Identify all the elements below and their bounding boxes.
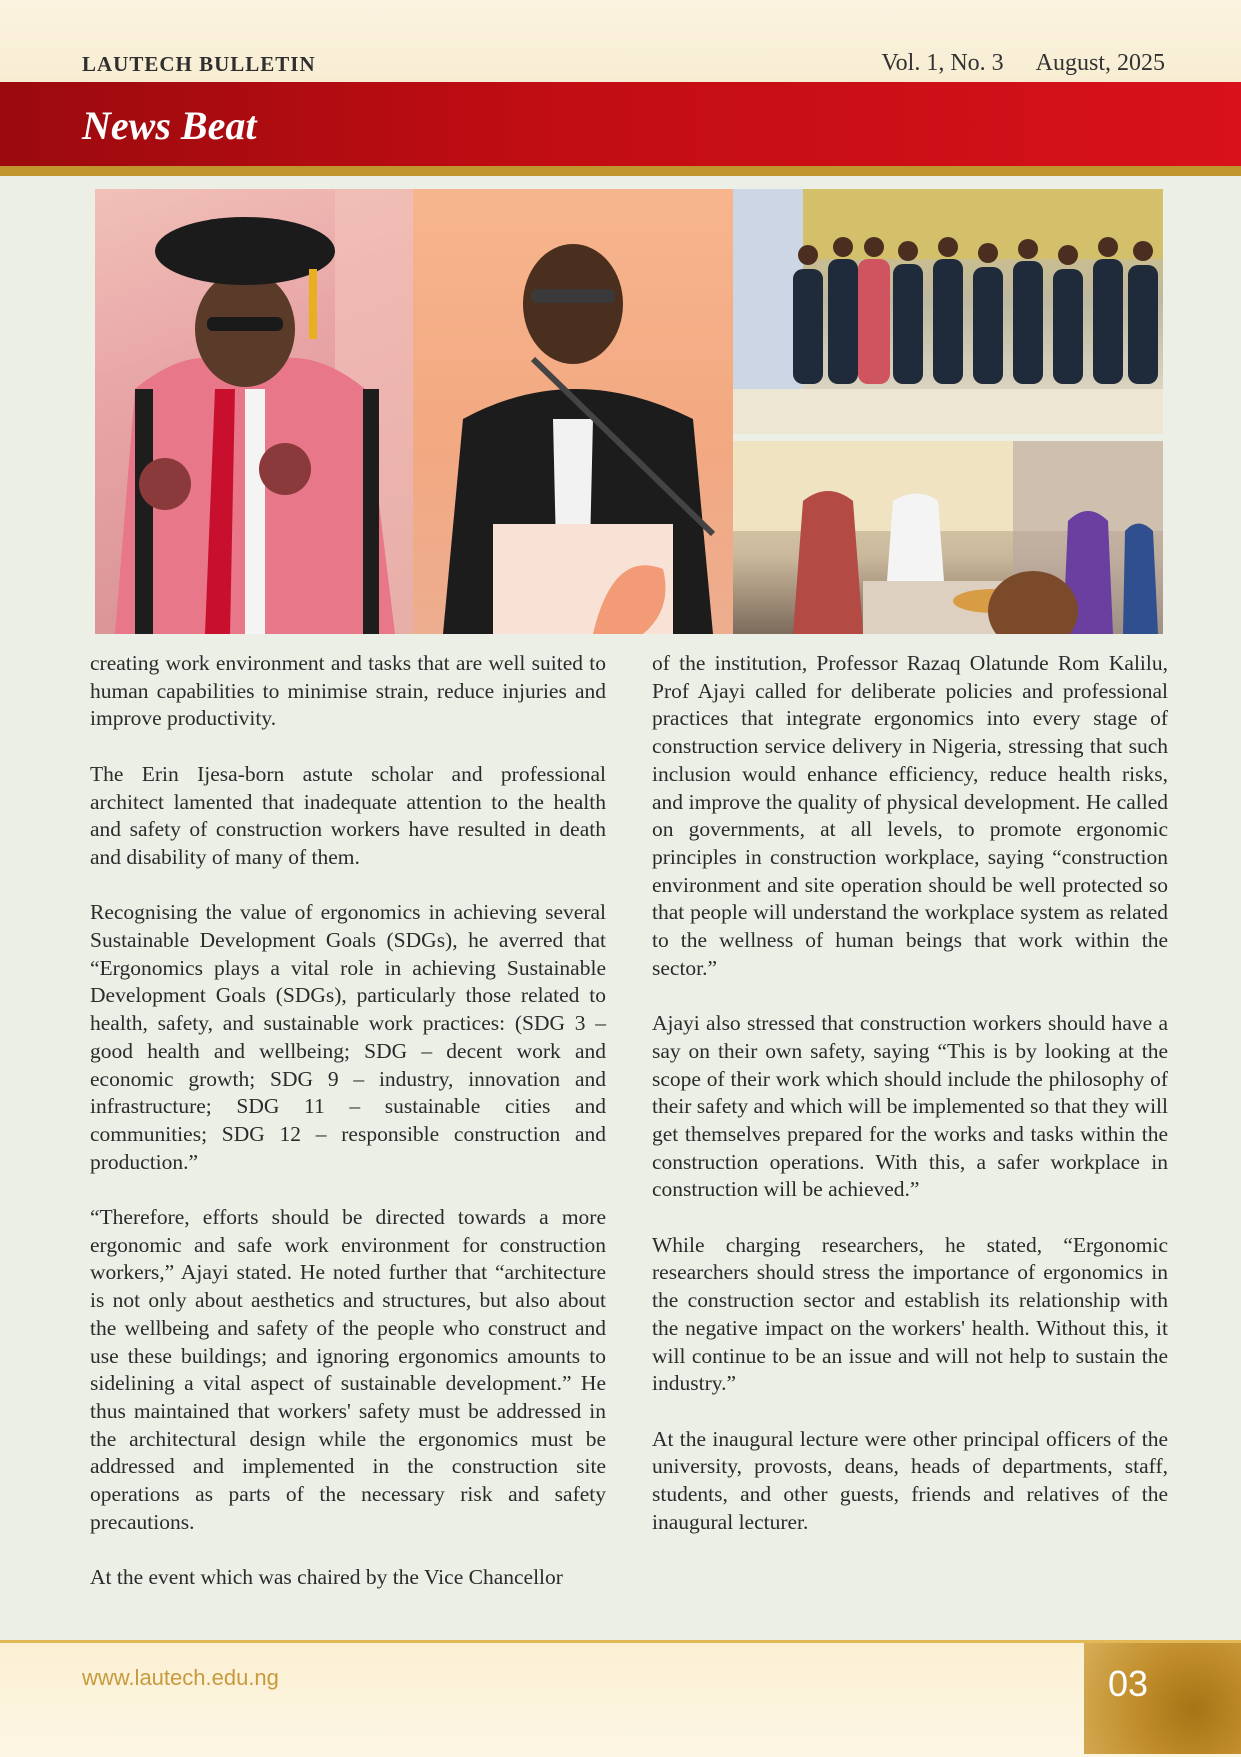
issue-date: August, 2025 [1035, 50, 1165, 76]
photo-group [733, 189, 1163, 434]
website-link[interactable]: www.lautech.edu.ng [82, 1665, 279, 1690]
article-paragraph: creating work environment and tasks that are well suited to human capabilities to minimise strain, reduce injuries and improve productivity. [90, 651, 606, 731]
article-paragraph: of the institution, Professor Razaq Olatunde Rom Kalilu, Prof Ajayi called for deliberate policies and professional practices that integrate ergonomics into every stage of construction service delivery in Nigeria, stressing that such inclusion would enhance efficiency, reduce health risks, and improve the quality of physical development. He called on governments, at all levels, to promote ergonomic principles in construction workplace, saying “construction environment and site operation should be well protected so that people will understand the workplace system as related to the wellness of human beings that work within the sector.” [652, 651, 1168, 980]
reception-illustration [733, 441, 1163, 634]
article-paragraph: Ajayi also stressed that construction workers should have a say on their own safety, saying “This is by looking at the scope of their work which should include the philosophy of their safety and which will be implemented so that they will get themselves prepared for the works and tasks within the construction operations. With this, a safer workplace in construction will be achieved.” [652, 1011, 1168, 1202]
page-number: 03 [1108, 1663, 1149, 1704]
masthead: LAUTECH BULLETIN [82, 52, 316, 76]
article-column-left [90, 650, 606, 1620]
article-paragraph: At the inaugural lecture were other principal officers of the university, provosts, deans, heads of departments, staff, students, and other guests, friends and relatives of the inaugural lecturer. [652, 1426, 1168, 1534]
photo-reception [733, 441, 1163, 634]
footer-band [0, 1640, 1241, 1757]
article-paragraph: While charging researchers, he stated, “Ergonomic researchers should stress the importance of ergonomics in the construction sector and establish its relationship with the negative impact on the workers' health. Without this, it will continue to be an issue and will not help to sustain the industry.” [652, 1232, 1168, 1396]
group-illustration [733, 189, 1163, 434]
gold-divider [0, 166, 1241, 176]
lecturer-portrait-illustration [95, 189, 413, 634]
article-column-right [652, 650, 1168, 1564]
article-paragraph: The Erin Ijesa-born astute scholar and professional architect lamented that inadequate attention to the health and safety of construction workers have resulted in death and disability of many of them. [90, 761, 606, 869]
photo-collage [95, 189, 1163, 634]
article-paragraph: Recognising the value of ergonomics in achieving several Sustainable Development Goals (SDGs), he averred that “Ergonomics plays a vital role in achieving Sustainable Development Goals (SDGs), particularly those related to health, safety, and sustainable work practices: (SDG 3 – good health and wellbeing; SDG – decent work and economic growth; SDG 9 – industry, innovation and infrastructure; SDG 11 – sustainable cities and communities; SDG 12 – responsible construction and production.” [90, 900, 606, 1174]
issue-info [881, 50, 1165, 77]
photo-lecturer-portrait [95, 189, 413, 634]
photo-speaker-podium [413, 189, 733, 634]
article-paragraph: “Therefore, efforts should be directed towards a more ergonomic and safe work environment for construction workers,” Ajayi stated. He noted further that “architecture is not only about aesthetics and structures, but also about the wellbeing and safety of the people who construct and use these buildings; and ignoring ergonomics amounts to sidelining a vital aspect of sustainable development.” He thus maintained that workers' safety must be addressed in the architectural design while the ergonomics must be addressed and implemented in the construction site operations as parts of the necessary risk and safety precautions. [90, 1205, 606, 1534]
speaker-illustration [413, 189, 733, 634]
volume-number: Vol. 1, No. 3 [881, 50, 1004, 76]
section-title: News Beat [82, 103, 257, 148]
article-paragraph: At the event which was chaired by the Vice Chancellor [90, 1565, 563, 1590]
